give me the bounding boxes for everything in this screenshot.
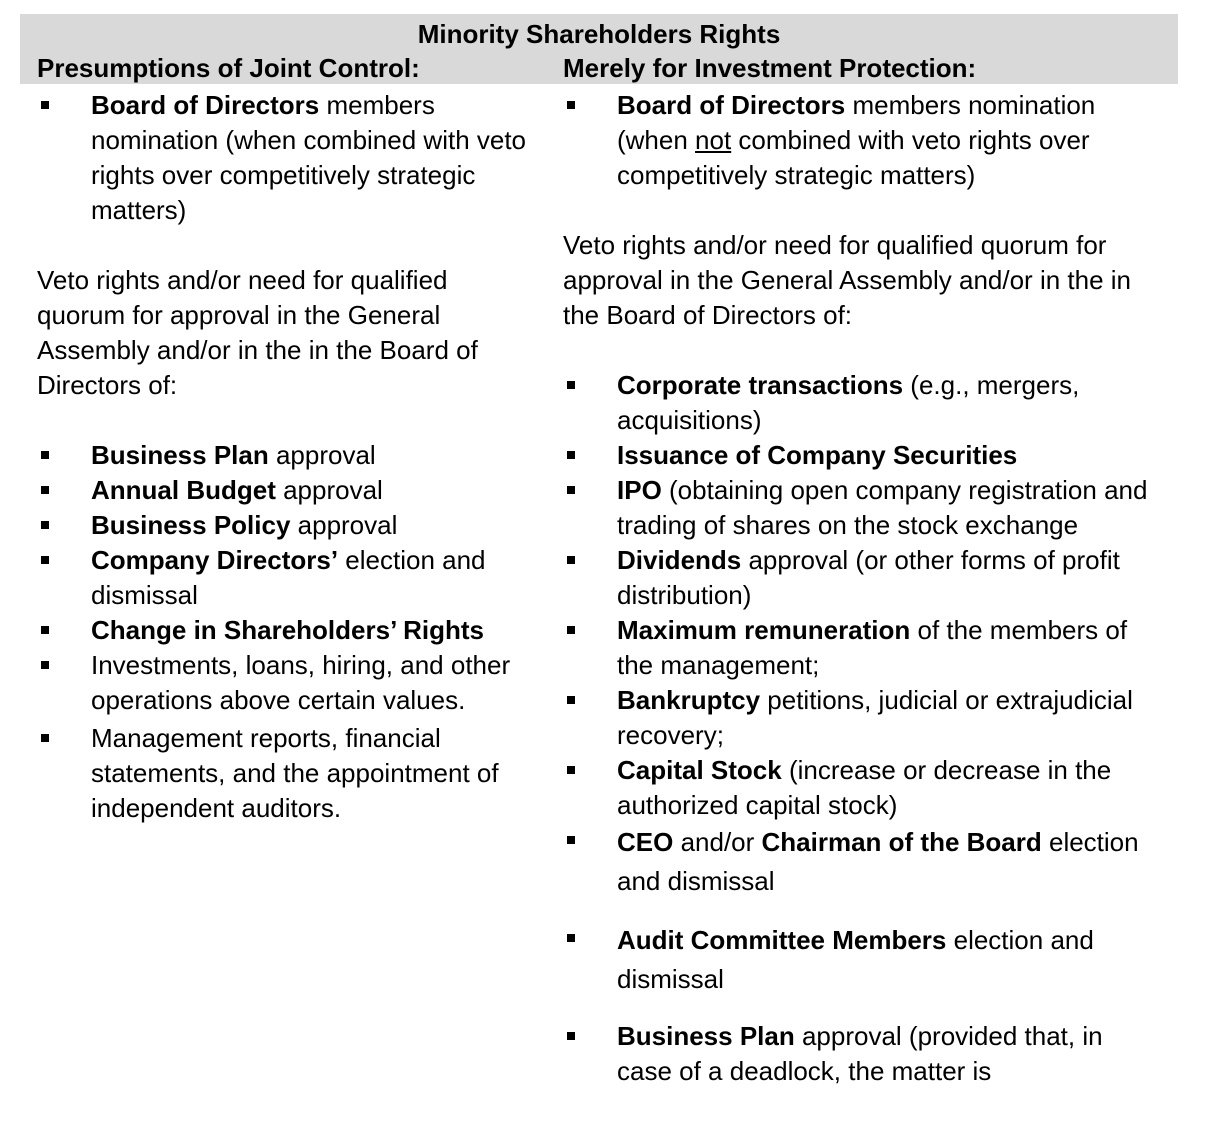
list-item: CEO and/or Chairman of the Board election and dismissal bbox=[563, 823, 1163, 901]
square-bullet-icon bbox=[41, 556, 49, 564]
square-bullet-icon bbox=[41, 661, 49, 669]
list-item: Business Plan approval (provided that, in case of a deadlock, the matter is bbox=[563, 1019, 1163, 1089]
list-item: Board of Directors members nomination (when combined with veto rights over competitively strategic matters) bbox=[37, 88, 527, 228]
list-item: Corporate transactions (e.g., mergers, acquisitions) bbox=[563, 368, 1163, 438]
list-item: Issuance of Company Securities bbox=[563, 438, 1163, 473]
square-bullet-icon bbox=[567, 381, 575, 389]
square-bullet-icon bbox=[41, 101, 49, 109]
square-bullet-icon bbox=[567, 486, 575, 494]
list-item: Company Directors’ election and dismissal bbox=[37, 543, 527, 613]
list-item: Bankruptcy petitions, judicial or extrajudicial recovery; bbox=[563, 683, 1163, 753]
square-bullet-icon bbox=[567, 934, 575, 942]
left-column-heading: Presumptions of Joint Control: bbox=[37, 53, 420, 83]
table-title: Minority Shareholders Rights bbox=[417, 19, 781, 49]
square-bullet-icon bbox=[41, 734, 49, 742]
list-item: Audit Committee Members election and dismissal bbox=[563, 921, 1163, 999]
list-item: Change in Shareholders’ Rights bbox=[37, 613, 527, 648]
table-header bbox=[20, 14, 1178, 84]
square-bullet-icon bbox=[41, 626, 49, 634]
veto-intro: Veto rights and/or need for qualified quorum for approval in the General Assembly and/or in the in the Board of Directors of: bbox=[37, 265, 478, 400]
veto-intro: Veto rights and/or need for qualified quorum for approval in the General Assembly and/or in the in the Board of Directors of: bbox=[563, 230, 1132, 330]
square-bullet-icon bbox=[567, 766, 575, 774]
list-item: IPO (obtaining open company registration and trading of shares on the stock exchange bbox=[563, 473, 1163, 543]
list-item: Investments, loans, hiring, and other operations above certain values. bbox=[37, 648, 527, 718]
right-column-heading: Merely for Investment Protection: bbox=[563, 53, 977, 83]
list-item: Annual Budget approval bbox=[37, 473, 527, 508]
square-bullet-icon bbox=[567, 101, 575, 109]
square-bullet-icon bbox=[567, 451, 575, 459]
square-bullet-icon bbox=[567, 556, 575, 564]
left-column bbox=[37, 88, 527, 826]
square-bullet-icon bbox=[41, 486, 49, 494]
list-item: Management reports, financial statements, and the appointment of independent auditors. bbox=[37, 721, 527, 826]
list-item: Business Policy approval bbox=[37, 508, 527, 543]
list-item: Capital Stock (increase or decrease in the authorized capital stock) bbox=[563, 753, 1163, 823]
square-bullet-icon bbox=[567, 626, 575, 634]
list-item: Business Plan approval bbox=[37, 438, 527, 473]
right-column bbox=[563, 88, 1163, 1089]
list-item: Dividends approval (or other forms of profit distribution) bbox=[563, 543, 1163, 613]
square-bullet-icon bbox=[567, 696, 575, 704]
square-bullet-icon bbox=[567, 836, 575, 844]
list-item: Maximum remuneration of the members of the management; bbox=[563, 613, 1163, 683]
square-bullet-icon bbox=[41, 451, 49, 459]
list-item: Board of Directors members nomination (when not combined with veto rights over competitively strategic matters) bbox=[563, 88, 1163, 193]
square-bullet-icon bbox=[41, 521, 49, 529]
square-bullet-icon bbox=[567, 1032, 575, 1040]
minority-rights-table bbox=[20, 14, 1178, 84]
